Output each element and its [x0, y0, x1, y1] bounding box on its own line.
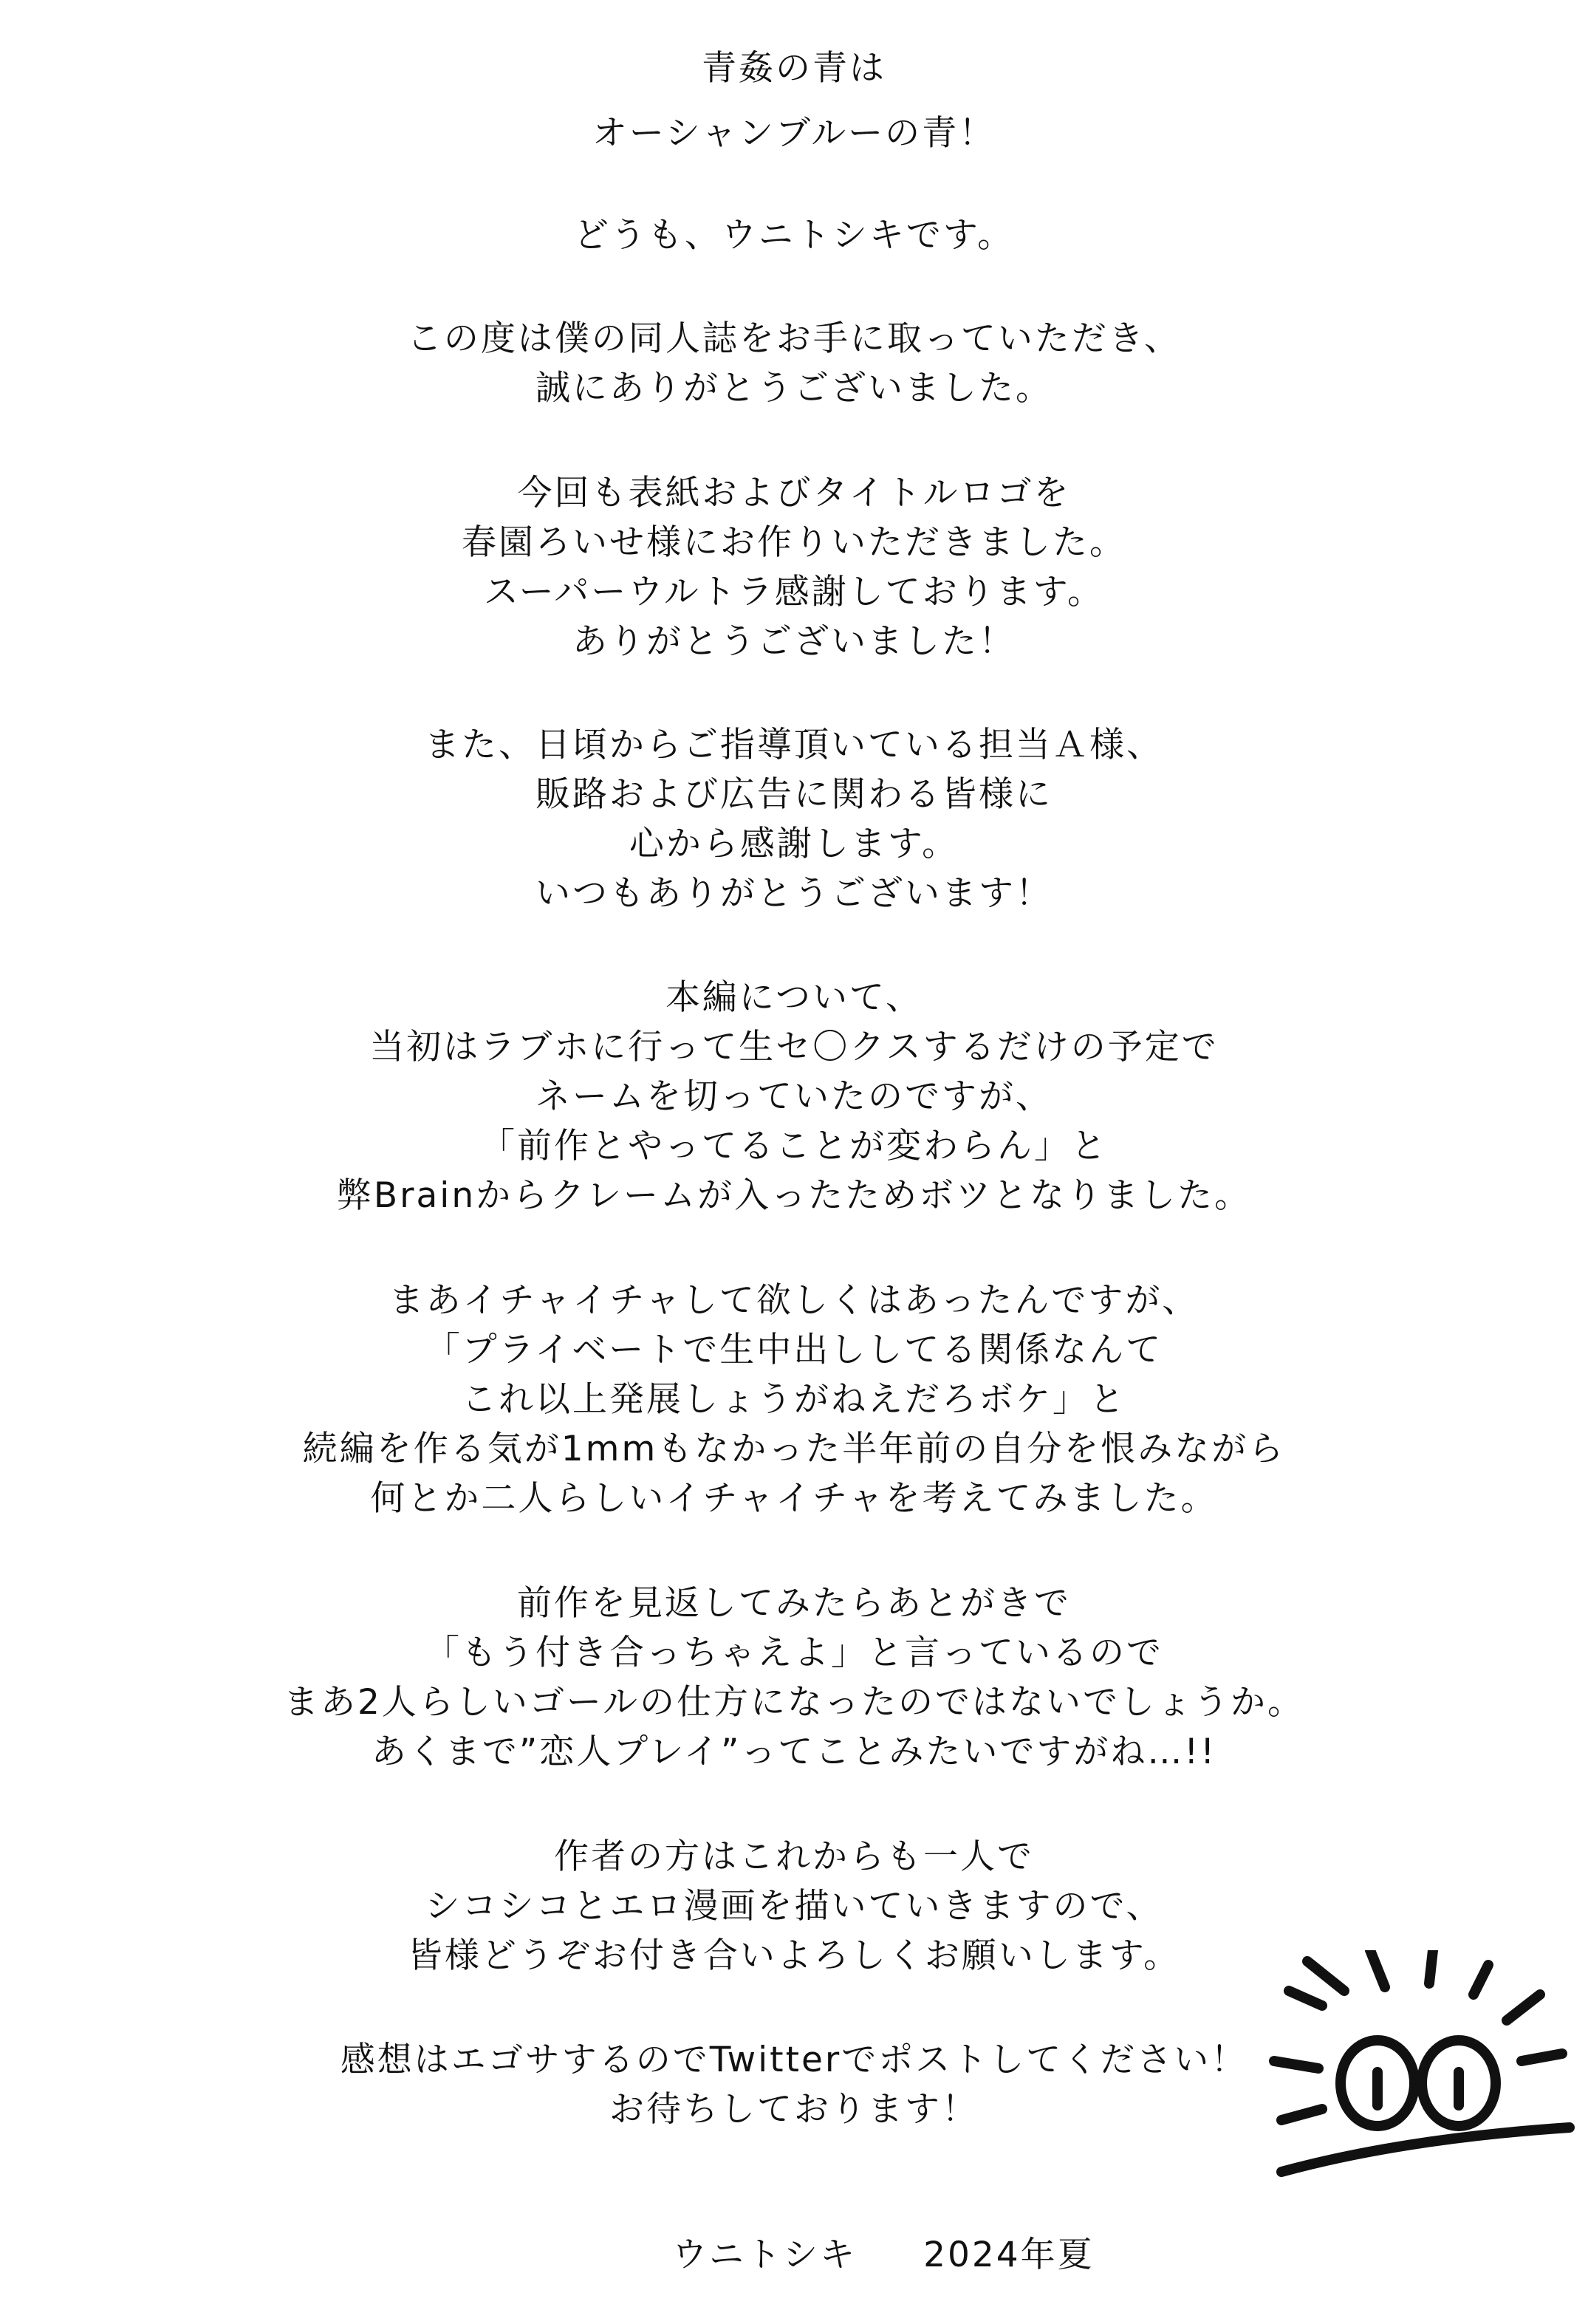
paragraph-line: 前作を見返してみたらあとがきで [517, 1583, 1071, 1624]
paragraph-line: 心から感謝します。 [629, 824, 959, 864]
paragraph-line: まあイチャイチャして欲しくはあったんですが、 [389, 1280, 1199, 1321]
paragraph-line: ありがとうございました！ [572, 621, 1016, 662]
paragraph-line: 感想はエゴサするのでTwitterでポストしてください！ [340, 2040, 1248, 2080]
smiling-eyes-doodle-icon [1267, 1950, 1577, 2194]
paragraph-line: どうも、ウニトシキです。 [573, 215, 1015, 256]
paragraph-line: まあ2人らしいゴールの仕方になったのではないでしょうか。 [284, 1682, 1304, 1723]
paragraph-line: この度は僕の同人誌をお手に取っていただき、 [406, 318, 1182, 359]
title-line-2: オーシャンブルーの青！ [592, 113, 996, 154]
paragraph-line: 「プライベートで生中出ししてる関係なんて [425, 1330, 1163, 1370]
paragraph-line: 今回も表紙およびタイトルロゴを [517, 473, 1071, 513]
paragraph-line: また、日頃からご指導頂いている担当Ａ様、 [425, 725, 1163, 765]
paragraph-line: 弊Brainからクレームが入ったためボツとなりました。 [336, 1175, 1252, 1216]
paragraph-line: 続編を作る気が1mmもなかった半年前の自分を恨みながら [302, 1429, 1286, 1469]
signature-author: ウニトシキ [672, 2235, 858, 2275]
paragraph-line: これ以上発展しょうがねえだろボケ」と [462, 1379, 1126, 1420]
paragraph-line: 皆様どうぞお付き合いよろしくお願いします。 [407, 1935, 1181, 1976]
paragraph-line: 本編について、 [665, 977, 923, 1018]
paragraph-line: 春園ろいせ様にお作りいただきました。 [462, 522, 1126, 563]
signature-date: 2024年夏 [923, 2235, 1095, 2275]
paragraph-line: 作者の方はこれからも一人で [554, 1836, 1034, 1877]
title-line-1: 青姦の青は [702, 48, 886, 89]
paragraph-line: いつもありがとうございます！ [535, 873, 1053, 914]
paragraph-line: 当初はラブホに行って生セ〇クスするだけの予定で [369, 1027, 1219, 1067]
paragraph-line: 何とか二人らしいイチャイチャを考えてみました。 [370, 1478, 1218, 1519]
paragraph-line: お待ちしております！ [609, 2089, 979, 2130]
paragraph-line: あくまで”恋人プレイ”ってことみたいですがね…!! [371, 1732, 1217, 1772]
paragraph-line: シコシコとエロ漫画を描いていきますので、 [425, 1886, 1163, 1927]
paragraph-line: ネームを切っていたのですが、 [535, 1076, 1053, 1117]
paragraph-line: スーパーウルトラ感謝しております。 [483, 572, 1105, 612]
signature [0, 2187, 1588, 2324]
paragraph-line: 誠にありがとうございました。 [535, 368, 1053, 409]
paragraph-line: 販路および広告に関わる皆様に [535, 774, 1053, 815]
paragraph-line: 「もう付き合っちゃえよ」と言っているので [425, 1633, 1163, 1673]
paragraph-line: 「前作とやってることが変わらん」と [480, 1126, 1108, 1166]
